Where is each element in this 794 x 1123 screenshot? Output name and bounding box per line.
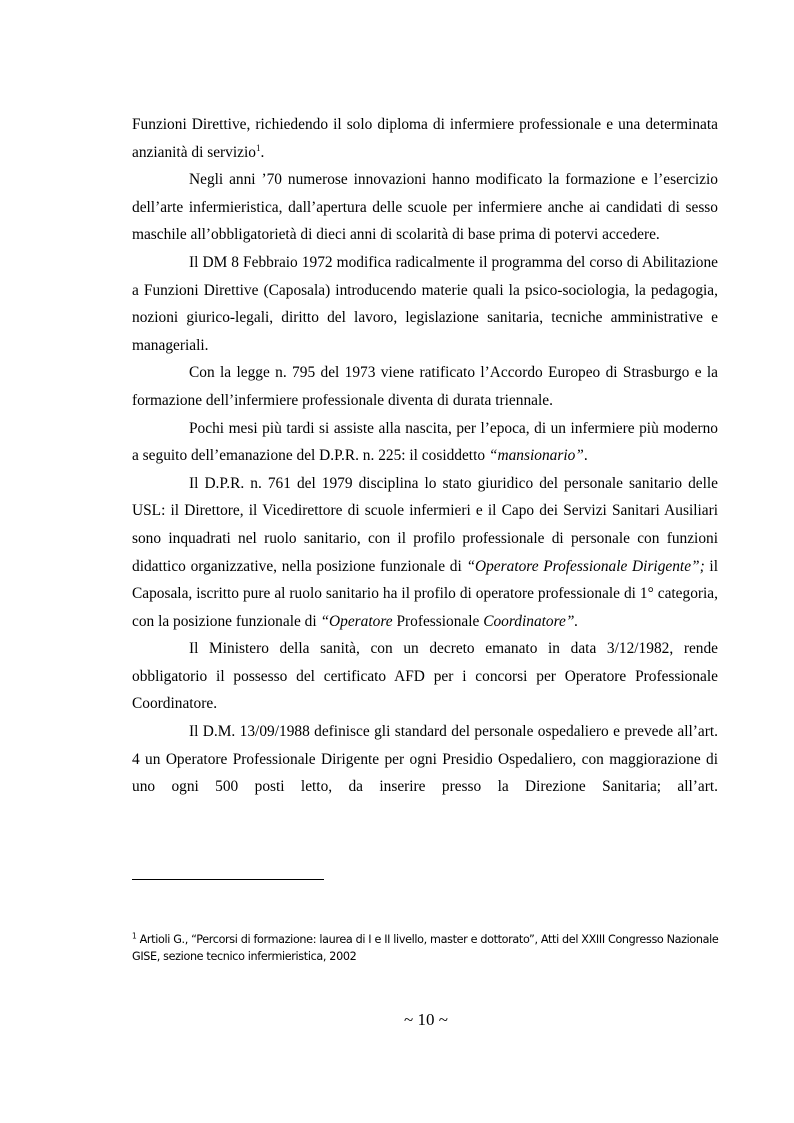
paragraph: Con la legge n. 795 del 1973 viene ratificato l’Accordo Europeo di Strasburgo e la formazione dell’infermiere professionale diventa di durata triennale. <box>132 364 718 409</box>
footnote-separator <box>132 879 324 880</box>
paragraph-text: Funzioni Direttive, richiedendo il solo diploma di infermiere professionale e una determinata anzianità di servizio <box>132 116 718 161</box>
footnote-marker: 1 <box>132 931 137 941</box>
paragraph <box>132 415 718 470</box>
paragraph <box>132 111 718 166</box>
paragraph-text: . <box>260 143 265 161</box>
page-number: ~ 10 ~ <box>404 1010 448 1029</box>
emphasis-text: “Operatore <box>320 612 393 630</box>
paragraph <box>132 470 718 636</box>
paragraph: Negli anni ’70 numerose innovazioni hanno modificato la formazione e l’esercizio dell’arte infermieristica, dall’apertura delle scuole per infermiere anche ai candidati di sesso maschile all’obbligatorietà di dieci anni di scolarità di base prima di potervi accedere. <box>132 171 718 244</box>
paragraph: Il D.M. 13/09/1988 definisce gli standard del personale ospedaliero e prevede all’art. 4 un Operatore Professionale Dirigente per ogni Presidio Ospedaliero, con maggiorazione di uno ogni 500 posti letto, da inserire presso la Direzione Sanitaria; all’art. <box>132 723 718 796</box>
paragraph-text: . <box>583 447 588 465</box>
paragraph-text: Pochi mesi più tardi si assiste alla nascita, per l’epoca, di un infermiere più moderno a seguito dell’emanazione del D.P.R. n. 225: il cosiddetto <box>132 419 718 465</box>
footnote-text: Artioli G., “Percorsi di formazione: laurea di I e II livello, master e dottorato”, Atti del XXIII Congresso Nazionale GISE, sezione tecnico infermieristica, 2002 <box>132 933 719 963</box>
paragraph: Il Ministero della sanità, con un decreto emanato in data 3/12/1982, rende obbligatorio il possesso del certificato AFD per i concorsi per Operatore Professionale Coordinatore. <box>132 640 718 713</box>
footnote <box>132 931 722 965</box>
body-text <box>132 111 718 801</box>
paragraph-text: Il D.P.R. n. 761 del 1979 disciplina lo stato giuridico del personale sanitario delle USL: il Direttore, il Vicedirettore di scuole infermieri e il Capo dei Servizi Sanitari Ausiliari sono inquadrati nel ruolo sanitario, con il profilo professionale di personale con funzioni didattico organizzative, nella posizione funzionale di <box>132 474 718 575</box>
paragraph-text: Professionale <box>392 612 484 630</box>
emphasis-text: “mansionario” <box>488 447 584 465</box>
emphasis-text: Coordinatore”. <box>483 612 579 630</box>
paragraph: Il DM 8 Febbraio 1972 modifica radicalmente il programma del corso di Abilitazione a Funzioni Direttive (Caposala) introducendo materie quali la psico-sociologia, la pedagogia, nozioni giurico-legali, diritto del lavoro, legislazione sanitaria, tecniche amministrative e manageriali. <box>132 253 718 354</box>
footnote-reference: 1 <box>255 142 261 153</box>
emphasis-text: “Operatore Professionale Dirigente”; <box>466 557 705 575</box>
paragraph-text: il Caposala, iscritto pure al ruolo sanitario ha il profilo di operatore professionale di 1° categoria, con la posizione funzionale di <box>132 557 718 630</box>
